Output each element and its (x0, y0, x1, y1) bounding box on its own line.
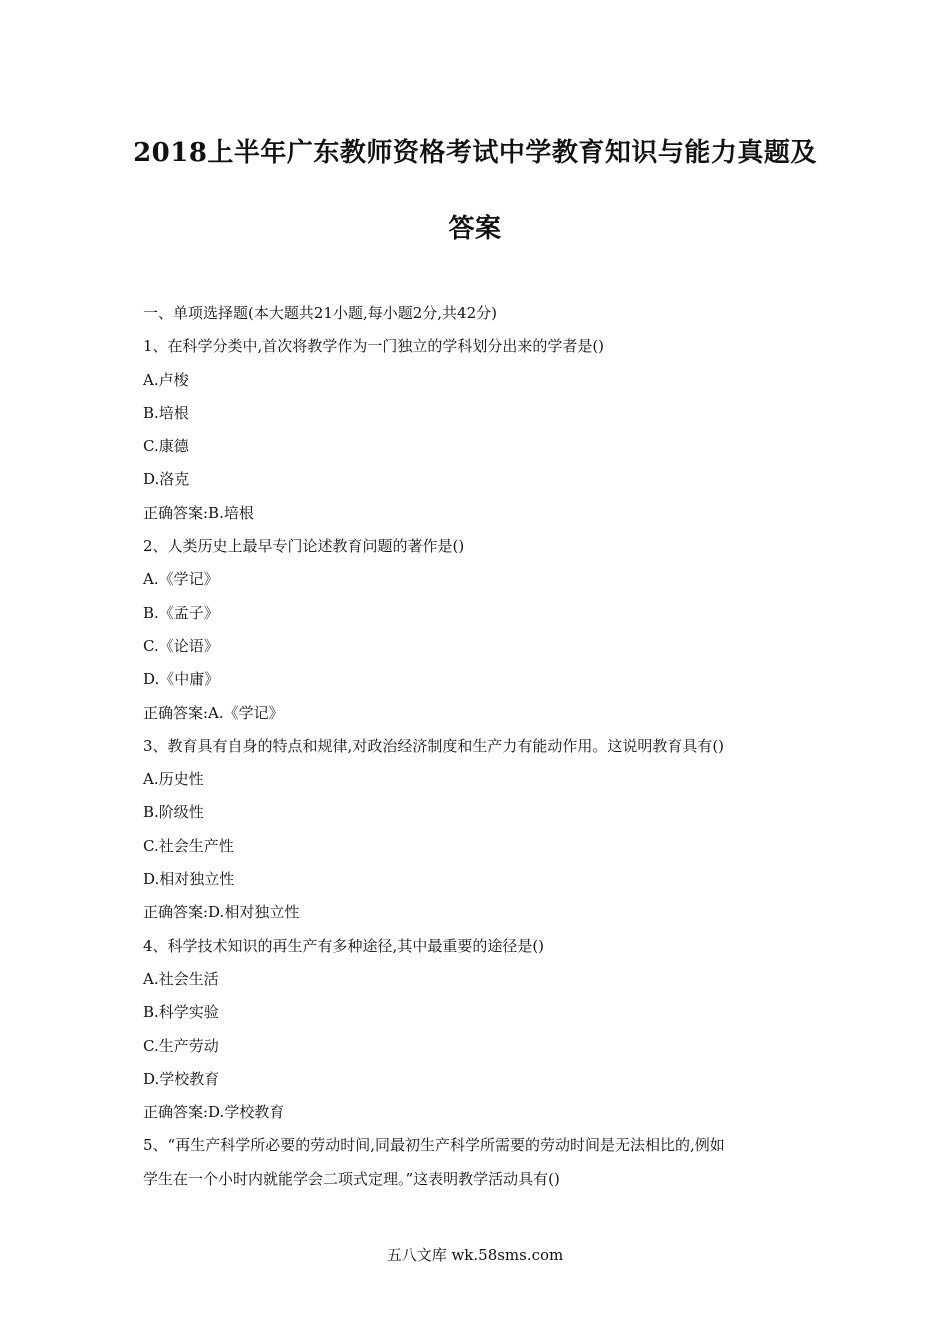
question-3-option-d: D.相对独立性 (143, 870, 235, 889)
question-1-option-b: B.培根 (143, 403, 189, 422)
question-5-line-1: 5、“再生产科学所必要的劳动时间,同最初生产科学所需要的劳动时间是无法相比的,例如 (143, 1136, 725, 1155)
question-2-option-c: C.《论语》 (143, 636, 219, 655)
question-4-option-a: A.社会生活 (143, 969, 219, 988)
question-1-option-a: A.卢梭 (143, 370, 189, 389)
question-3: 3、教育具有自身的特点和规律,对政治经济制度和生产力有能动作用。这说明教育具有() (143, 736, 725, 755)
section-heading: 一、单项选择题(本大题共21小题,每小题2分,共42分) (143, 304, 497, 322)
question-3-option-b: B.阶级性 (143, 803, 204, 822)
question-5-line-2: 学生在一个小时内就能学会二项式定理。”这表明教学活动具有() (143, 1169, 560, 1188)
question-4-option-b: B.科学实验 (143, 1003, 219, 1022)
question-1-option-c: C.康德 (143, 437, 189, 456)
question-2-option-b: B.《孟子》 (143, 603, 219, 622)
question-4-answer: 正确答案:D.学校教育 (143, 1103, 285, 1122)
question-1-option-d: D.洛克 (143, 470, 190, 489)
document-body (143, 297, 823, 1196)
document-title-line-1: 2018上半年广东教师资格考试中学教育知识与能力真题及 (133, 138, 817, 168)
question-1-answer: 正确答案:B.培根 (143, 503, 254, 522)
question-2-option-d: D.《中庸》 (143, 670, 220, 689)
question-3-option-a: A.历史性 (143, 770, 204, 789)
question-3-answer: 正确答案:D.相对独立性 (143, 903, 300, 922)
question-4-option-c: C.生产劳动 (143, 1036, 219, 1055)
question-2: 2、人类历史上最早专门论述教育问题的著作是() (143, 537, 465, 556)
question-4: 4、科学技术知识的再生产有多种途径,其中最重要的途径是() (143, 936, 545, 955)
question-2-answer: 正确答案:A.《学记》 (143, 703, 284, 722)
question-4-option-d: D.学校教育 (143, 1069, 220, 1088)
question-3-option-c: C.社会生产性 (143, 836, 234, 855)
question-2-option-a: A.《学记》 (143, 570, 219, 589)
document-title-line-2: 答案 (448, 214, 502, 244)
question-1: 1、在科学分类中,首次将教学作为一门独立的学科划分出来的学者是() (143, 337, 605, 356)
page-footer-watermark: 五八文库 wk.58sms.com (386, 1246, 564, 1264)
